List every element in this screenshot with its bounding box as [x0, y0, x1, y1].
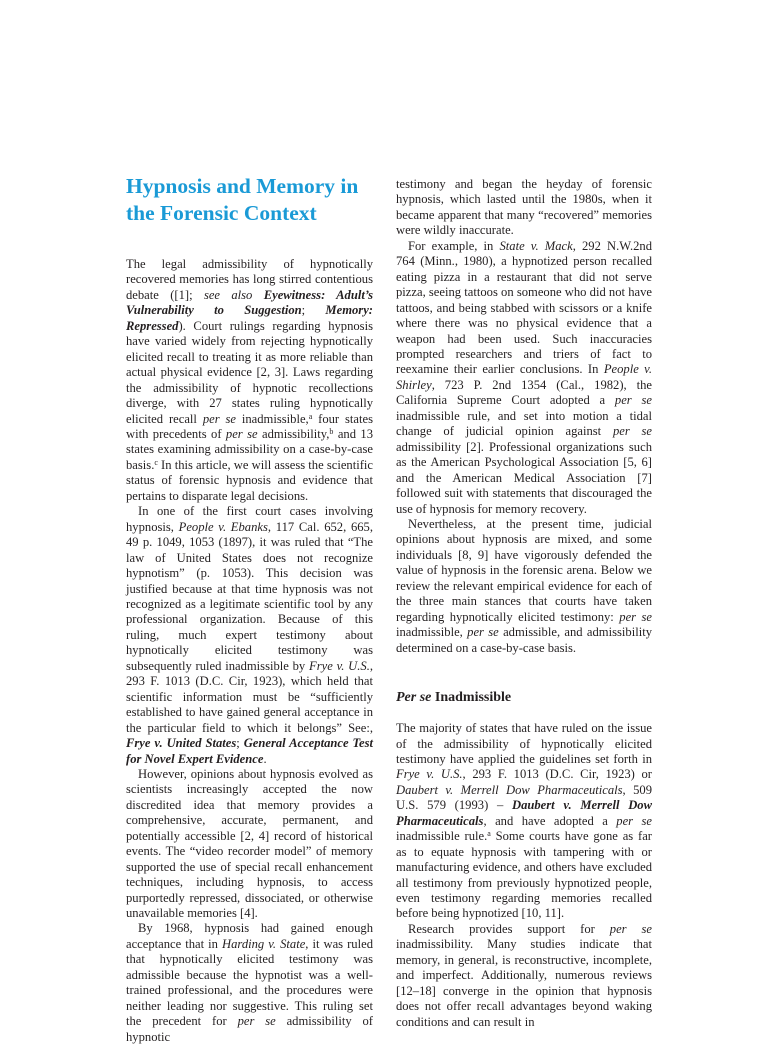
text-run: The legal admissibility of hypnotically recovered memories has long stirred contentious debate ([1];: [126, 257, 373, 302]
text-run: inadmissible rule, and set into motion a tidal change of judicial opinion against: [396, 408, 652, 439]
emphasized-text: People v. Shirley: [396, 362, 652, 392]
text-run: admissible, and admissibility determined on a case-by-case basis.: [396, 625, 652, 655]
text-run: four states with precedents of: [126, 411, 373, 441]
paragraph: [396, 177, 652, 239]
text-run: , and have adopted a: [483, 813, 617, 828]
emphasized-text: per se: [202, 411, 236, 426]
emphasized-text: Frye v. United States: [126, 736, 237, 751]
emphasized-text: per se: [614, 393, 652, 408]
text-run: , 117 Cal. 652, 665, 49 p. 1049, 1053 (1897), it was ruled that “The law of United States does not recognize hypnotism” (p. 1053). This decision was justified because at that time hypnosis was not recognized as a legitimate scientific tool by any professional organization. Because of this ruling, much expert testimony about hypnotically elicited testimony was subsequently ruled inadmissible by: [126, 519, 373, 673]
right-column: [396, 177, 652, 1030]
emphasized-text: Daubert v. Merrell Dow Pharmaceuticals: [396, 782, 623, 797]
text-run: In one of the first court cases involving hypnosis,: [126, 504, 373, 534]
text-run: By 1968, hypnosis had gained enough acceptance that in: [126, 921, 373, 951]
footnote-marker: b: [329, 426, 334, 436]
text-run: ;: [236, 736, 244, 751]
paragraph: [126, 921, 373, 1045]
text-run: and 13 states examining admissibility on a case-by-case basis.: [126, 426, 373, 472]
emphasized-text: per se: [612, 424, 652, 439]
paragraph: [126, 257, 373, 504]
text-run: .: [263, 751, 267, 766]
text-run: The majority of states that have ruled on the issue of the admissibility of hypnotically elicited testimony have applied the guidelines set forth in: [396, 721, 652, 766]
paragraph: [396, 721, 652, 922]
text-run: inadmissible rule.: [396, 829, 488, 844]
section-per-se-inadmissible-body: [396, 721, 652, 1030]
text-run: , 293 F. 1013 (D.C. Cir, 1923), which held that scientific information must be “sufficiently established to have gained general acceptance in the particular field to which it belongs” See:,: [126, 658, 373, 735]
text-run: , 509 U.S. 579 (1993) –: [396, 782, 652, 813]
emphasized-text: Per se: [396, 690, 432, 706]
emphasized-text: Harding v. State: [222, 936, 306, 951]
text-run: inadmissible,: [235, 411, 309, 426]
paragraph: [126, 767, 373, 922]
text-run: Research provides support for: [408, 921, 610, 936]
text-run: ;: [301, 303, 326, 318]
text-run: ). Court rulings regarding hypnosis have varied widely from rejecting hypnotically elicited recall to treating it as more reliable than actual physical evidence [2, 3]. Laws regarding the admissibility of hypnotic recollections diverge, with 27 states ruling hypnotically elicited recall: [126, 318, 373, 426]
text-run: Some courts have gone as far as to equate hypnosis with tampering with or manufacturing evidence, and others have excluded all testimony from previously hypnotized people, even testimony regarding memories recalled before being hypnotized [10, 11].: [396, 829, 652, 921]
text-run: , 723 P. 2nd 1354 (Cal., 1982), the California Supreme Court adopted a: [396, 377, 652, 408]
paragraph: [396, 517, 652, 656]
left-column: [126, 257, 373, 1045]
emphasized-text: per se: [616, 813, 652, 828]
section-heading-per-se-inadmissible: [396, 689, 652, 707]
title-line-2: the Forensic Context: [126, 201, 317, 225]
emphasized-text: see also: [203, 287, 264, 302]
paragraph: [396, 922, 652, 1030]
emphasized-text: per se: [619, 609, 652, 624]
title-line-1: Hypnosis and Memory in: [126, 174, 359, 198]
footnote-marker: c: [154, 457, 158, 467]
article-title: [126, 173, 386, 227]
paragraph: [396, 239, 652, 517]
text-run: inadmissible,: [396, 625, 468, 640]
text-run: However, opinions about hypnosis evolved as scientists increasingly accepted the now discredited idea that memory provides a comprehensive, accurate, permanent, and potentially accessible [2, 4] record of historical events. The “video recorder model” of memory supported the use of special recall enhancement techniques, including hypnosis, to access purportedly repressed, dissociated, or otherwise unavailable memories [4].: [126, 766, 373, 921]
paragraph: [126, 504, 373, 767]
text-run: inadmissibility. Many studies indicate that memory, in general, is reconstructive, incomplete, and imperfect. Additionally, numerous reviews [12–18] converge in the opinion that hypnosis does not offer recall advantages beyond waking conditions and can result in: [396, 937, 652, 1029]
footnote-marker: a: [308, 411, 313, 421]
text-run: In this article, we will assess the scientific status of forensic hypnosis and evidence that pertains to disparate legal decisions.: [126, 457, 373, 503]
right-column-intro: [396, 177, 652, 656]
text-run: admissibility,: [257, 426, 330, 441]
text-run: Inadmissible: [431, 690, 512, 706]
emphasized-text: per se: [467, 625, 499, 640]
text-run: admissibility of hypnotic: [126, 1014, 373, 1044]
text-run: Nevertheless, at the present time, judicial opinions about hypnosis are mixed, and some individuals [8, 9] have vigorously defended the value of hypnosis in the forensic arena. Below we review the relevant empirical evidence for each of the three main stances that courts have taken regarding hypnotically elicited testimony:: [396, 516, 652, 624]
emphasized-text: Memory: Repressed: [126, 303, 373, 333]
emphasized-text: per se: [225, 426, 258, 441]
text-run: , it was ruled that hypnotically elicited testimony was admissible because the hypnotist was a well-trained professional, and the procedures were neither leading nor suggestive. This ruling set the precedent for: [126, 936, 373, 1029]
text-run: testimony and began the heyday of forensic hypnosis, which lasted until the 1980s, when it became apparent that many “recovered” memories were wildly inaccurate.: [396, 177, 652, 238]
emphasized-text: Frye v. U.S.: [309, 658, 370, 673]
emphasized-text: per se: [237, 1014, 276, 1029]
emphasized-text: State v. Mack: [499, 238, 573, 253]
text-run: For example, in: [408, 238, 500, 253]
emphasized-text: Eyewitness: Adult’s Vulnerability to Suggestion: [126, 287, 374, 318]
emphasized-text: People v. Ebanks: [178, 519, 268, 534]
text-run: , 292 N.W.2nd 764 (Minn., 1980), a hypnotized person recalled eating pizza in a restaurant that did not serve pizza, seeing tattoos on someone who did not have tattoos, and being stabbed with scissors or a knife where there was no physical evidence that a weapon had been used. Such inaccuracies prompted researchers and triers of fact to reexamine their earlier conclusions. In: [396, 238, 653, 377]
emphasized-text: General Acceptance Test for Novel Expert Evidence: [126, 736, 373, 766]
emphasized-text: Daubert v. Merrell Dow Pharmaceuticals: [396, 798, 652, 828]
footnote-marker: a: [487, 829, 491, 839]
emphasized-text: Frye v. U.S.: [396, 767, 463, 782]
text-run: admissibility [2]. Professional organizations such as the American Psychological Association [5, 6] and the American Medical Association [7] followed suit with statements that discouraged the use of hypnosis for memory recovery.: [396, 439, 652, 516]
emphasized-text: per se: [609, 921, 652, 936]
text-run: , 293 F. 1013 (D.C. Cir, 1923) or: [462, 767, 652, 782]
